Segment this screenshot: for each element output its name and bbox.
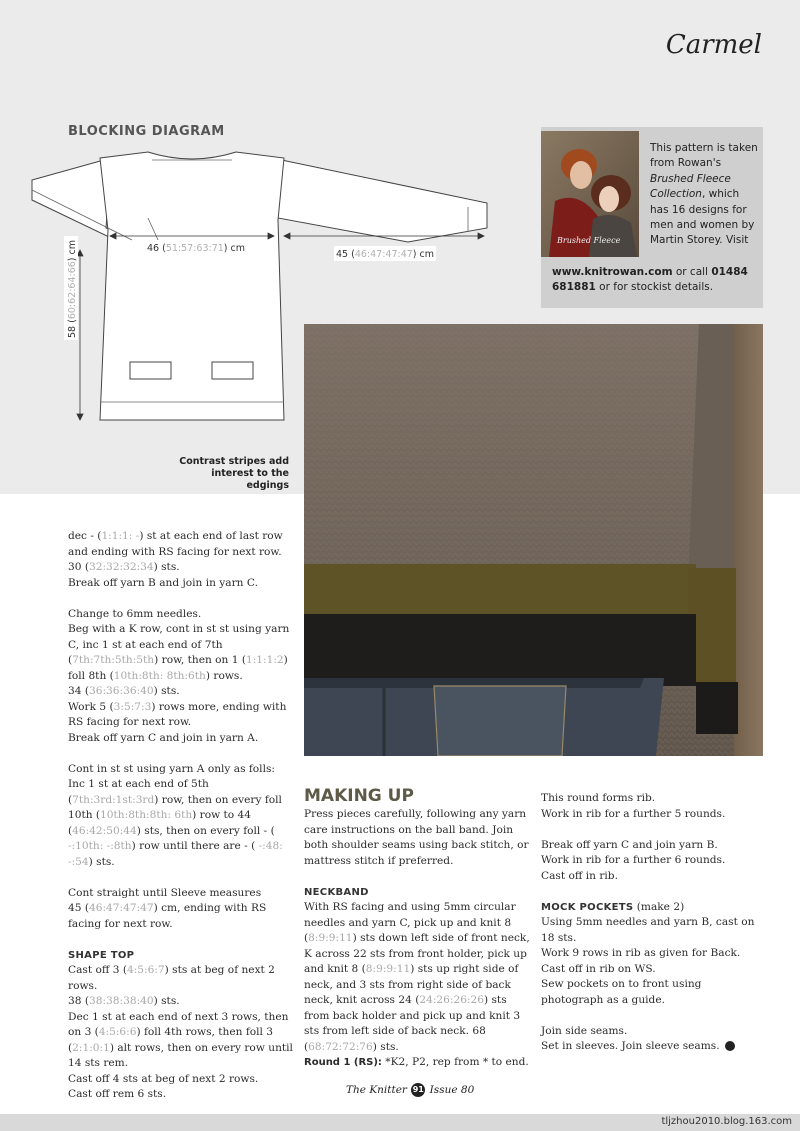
pattern-title: Carmel: [665, 30, 762, 60]
paragraph: With RS facing and using 5mm circular needles and yarn C, pick up and knit 8 (8:9:9:11) sts down left side of front neck, K across 22 sts from front holder, pick up and knit 8 (8:9:9:11) sts up right side of neck, and 3 sts from right side of back neck, knit across 24 (24:26:26:26) sts from back holder and pick up and knit 3 sts from left side of back neck. 68 (68:72:72:76) sts. Round 1 (RS): *K2, P2, rep from * to end.: [304, 901, 530, 1068]
mock-pockets-heading: MOCK POCKETS (make 2): [541, 900, 685, 913]
sleeve-instructions-column: [68, 529, 294, 1103]
sweater-body: [100, 152, 284, 420]
paragraph: Using 5mm needles and yarn B, cast on 18 sts. Work 9 rows in rib as given for Back. Cast off in rib on WS. Sew pockets on to front using photograph as a guide.: [541, 916, 755, 1006]
sleeve-measurement: 45 (46:47:47:47) cm: [336, 249, 435, 260]
right-pocket: [212, 362, 253, 379]
paragraph: Cont straight until Sleeve measures 45 (46:47:47:47) cm, ending with RS facing for next row.: [68, 886, 267, 930]
shape-top-heading: SHAPE TOP: [68, 949, 135, 961]
page-number-badge: 91: [411, 1083, 425, 1097]
paragraph: dec - (1:1:1: -) st at each end of last row and ending with RS facing for next row. 30 (32:32:32:34) sts. Break off yarn B and join in yarn C.: [68, 530, 283, 589]
paragraph: Cont in st st using yarn A only as folls: Inc 1 st at each end of 5th (7th:3rd:1st:3rd) row, then on every foll 10th (10th:8th:8th: 6th) row to 44 (46:42:50:44) sts, then on every foll - ( -:10th: -:8th) row until there are - ( -:48: -:54) sts.: [68, 762, 283, 868]
phone-number: 01484 681881: [552, 266, 748, 294]
watermark: tljzhou2010.blog.163.com: [661, 1116, 792, 1127]
paragraph: Join side seams. Set in sleeves. Join sleeve seams.: [541, 1024, 763, 1055]
olive-stripe: [304, 564, 696, 618]
page-footer: The Knitter 91 Issue 80: [346, 1084, 475, 1096]
right-sleeve: [272, 158, 487, 242]
blocking-diagram-heading: BLOCKING DIAGRAM: [68, 124, 225, 139]
paragraph: Break off yarn C and join yarn B. Work in rib for a further 6 rounds. Cast off in rib.: [541, 838, 726, 882]
neckband-heading: NECKBAND: [304, 886, 369, 898]
end-of-pattern-icon: [725, 1041, 735, 1051]
paragraph: This round forms rib. Work in rib for a further 5 rounds.: [541, 792, 726, 820]
info-contact: www.knitrowan.com or call 01484 681881 or for stockist details.: [552, 266, 748, 294]
chest-measurement: 46 (51:57:63:71) cm: [147, 243, 246, 254]
left-pocket: [130, 362, 171, 379]
sweater-photo: [304, 324, 763, 756]
paragraph: Press pieces carefully, following any yarn care instructions on the ball band. Join both shoulder seams using back stitch, or mattress stitch if preferred.: [304, 808, 529, 867]
website-link[interactable]: www.knitrowan.com: [552, 266, 673, 278]
paragraph: Cast off 3 (4:5:6:7) sts at beg of next 2 rows. 38 (38:38:38:40) sts. Dec 1 st at each end of next 3 rows, then on 3 (4:5:6:6) foll 4th rows, then foll 3 (2:1:0:1) alt rows, then on every row until 14 sts rem. Cast off 4 sts at beg of next 2 rows. Cast off rem 6 sts.: [68, 964, 293, 1100]
making-up-column: [304, 807, 530, 1071]
paragraph: Change to 6mm needles. Beg with a K row, cont in st st using yarn C, inc 1 st at each end of 7th (7th:7th:5th:5th) row, then on 1 (1:1:1:2) foll 8th (10th:8th: 8th:6th) rows. 34 (36:36:36:40) sts. Work 5 (3:5:7:3) rows more, ending with RS facing for next row. Break off yarn C and join in yarn A.: [68, 607, 290, 744]
book-cover-image: [541, 131, 639, 257]
making-up-heading: MAKING UP: [304, 786, 414, 806]
pockets-column: [541, 791, 763, 1055]
black-stripe: [304, 614, 696, 686]
info-description: This pattern is taken from Rowan's Brushed Fleece Collection, which has 16 designs for men and women by Martin Storey. Visit: [650, 142, 758, 247]
length-measurement: 58 (60:62:64:66) cm: [67, 239, 78, 338]
photo-caption: Contrast stripes add interest to the edgings: [179, 456, 289, 491]
svg-text:Brushed Fleece: Brushed Fleece: [557, 236, 621, 245]
